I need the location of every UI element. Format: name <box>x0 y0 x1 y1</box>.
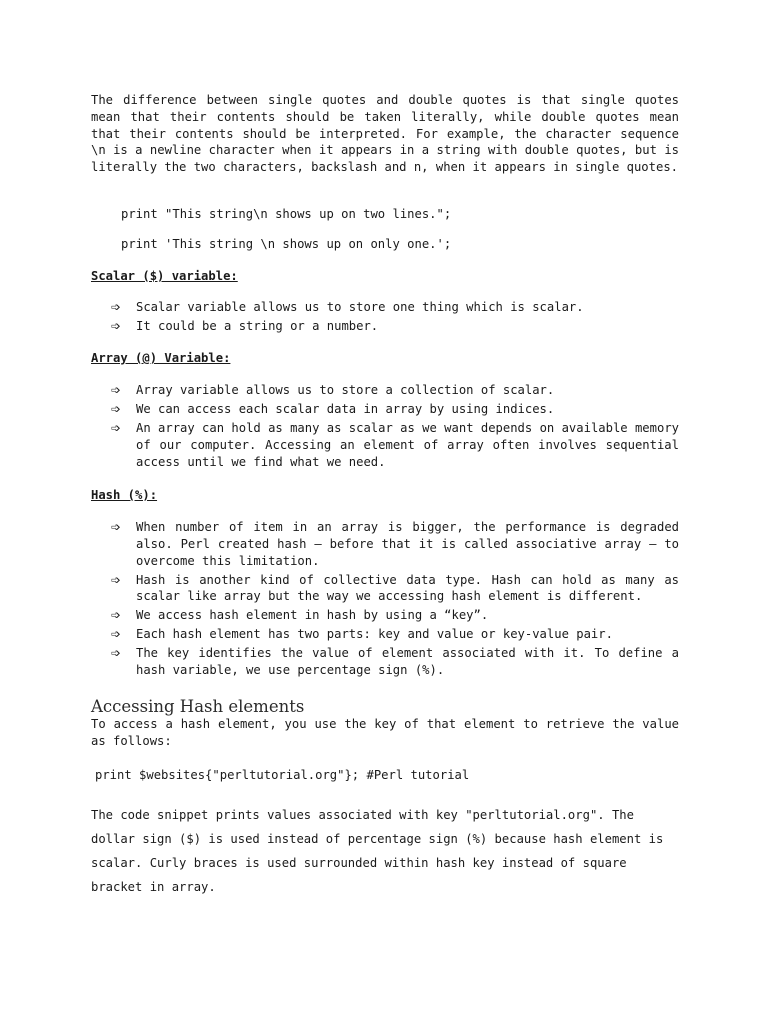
hash-list <box>111 519 679 681</box>
array-list <box>111 382 679 473</box>
arrow-bullet-icon: ➩ <box>111 520 122 534</box>
list-item: ➩ Each hash element has two parts: key and value or key-value pair. <box>111 627 613 642</box>
section-heading-scalar: Scalar ($) variable: <box>91 269 238 283</box>
accessing-intro-paragraph: To access a hash element, you use the key of that element to retrieve the value as follows: <box>91 717 679 748</box>
hash-access-code: print $websites{"perltutorial.org"}; #Perl tutorial <box>95 768 470 782</box>
list-item: ➩ We access hash element in hash by using a “key”. <box>111 608 489 623</box>
list-item: ➩ Array variable allows us to store a collection of scalar. <box>111 383 555 397</box>
arrow-bullet-icon: ➩ <box>111 401 122 416</box>
list-item: ➩ Hash is another kind of collective data type. Hash can hold as many as scalar like array but the way we accessing hash element is different. <box>111 572 679 604</box>
arrow-bullet-icon: ➩ <box>111 608 122 623</box>
intro-paragraph: The difference between single quotes and double quotes is that single quotes mean that their contents should be taken literally, while double quotes mean that their contents should be interpreted. For example, the character sequence \n is a newline character when it appears in a string with double quotes, but is literally the two characters, backslash and n, when it appears in single quotes. <box>91 93 679 175</box>
code-line-double-quotes: print "This string\n shows up on two lines."; <box>121 207 452 221</box>
section-heading-hash: Hash (%): <box>91 488 158 502</box>
arrow-bullet-icon: ➩ <box>111 318 122 333</box>
arrow-bullet-icon: ➩ <box>111 646 122 661</box>
list-item: ➩ The key identifies the value of element associated with it. To define a hash variable, we use percentage sign (%). <box>111 646 679 678</box>
list-item: ➩ When number of item in an array is bigger, the performance is degraded also. Perl created hash – before that it is called associative array – to overcome this limitation. <box>111 520 679 568</box>
accessing-hash-heading: Accessing Hash elements <box>91 697 305 716</box>
section-heading-array: Array (@) Variable: <box>91 351 231 365</box>
list-item: ➩ Scalar variable allows us to store one thing which is scalar. <box>111 300 584 314</box>
explanation-paragraph: The code snippet prints values associated with key "perltutorial.org". The dollar sign ($) is used instead of percentage sign (%) because hash element is scalar. Curly braces is used surrounded within hash key instead of square bracket in array. <box>91 808 664 894</box>
code-line-single-quotes: print 'This string \n shows up on only one.'; <box>121 237 452 251</box>
arrow-bullet-icon: ➩ <box>111 420 122 435</box>
arrow-bullet-icon: ➩ <box>111 627 122 642</box>
arrow-bullet-icon: ➩ <box>111 572 122 587</box>
arrow-bullet-icon: ➩ <box>111 383 122 397</box>
scalar-list <box>111 299 679 337</box>
arrow-bullet-icon: ➩ <box>111 300 122 314</box>
list-item: ➩ It could be a string or a number. <box>111 318 379 333</box>
list-item: ➩ An array can hold as many as scalar as we want depends on available memory of our computer. Accessing an element of array often involves sequential access until we find what we need. <box>111 420 679 469</box>
list-item: ➩ We can access each scalar data in array by using indices. <box>111 401 555 416</box>
